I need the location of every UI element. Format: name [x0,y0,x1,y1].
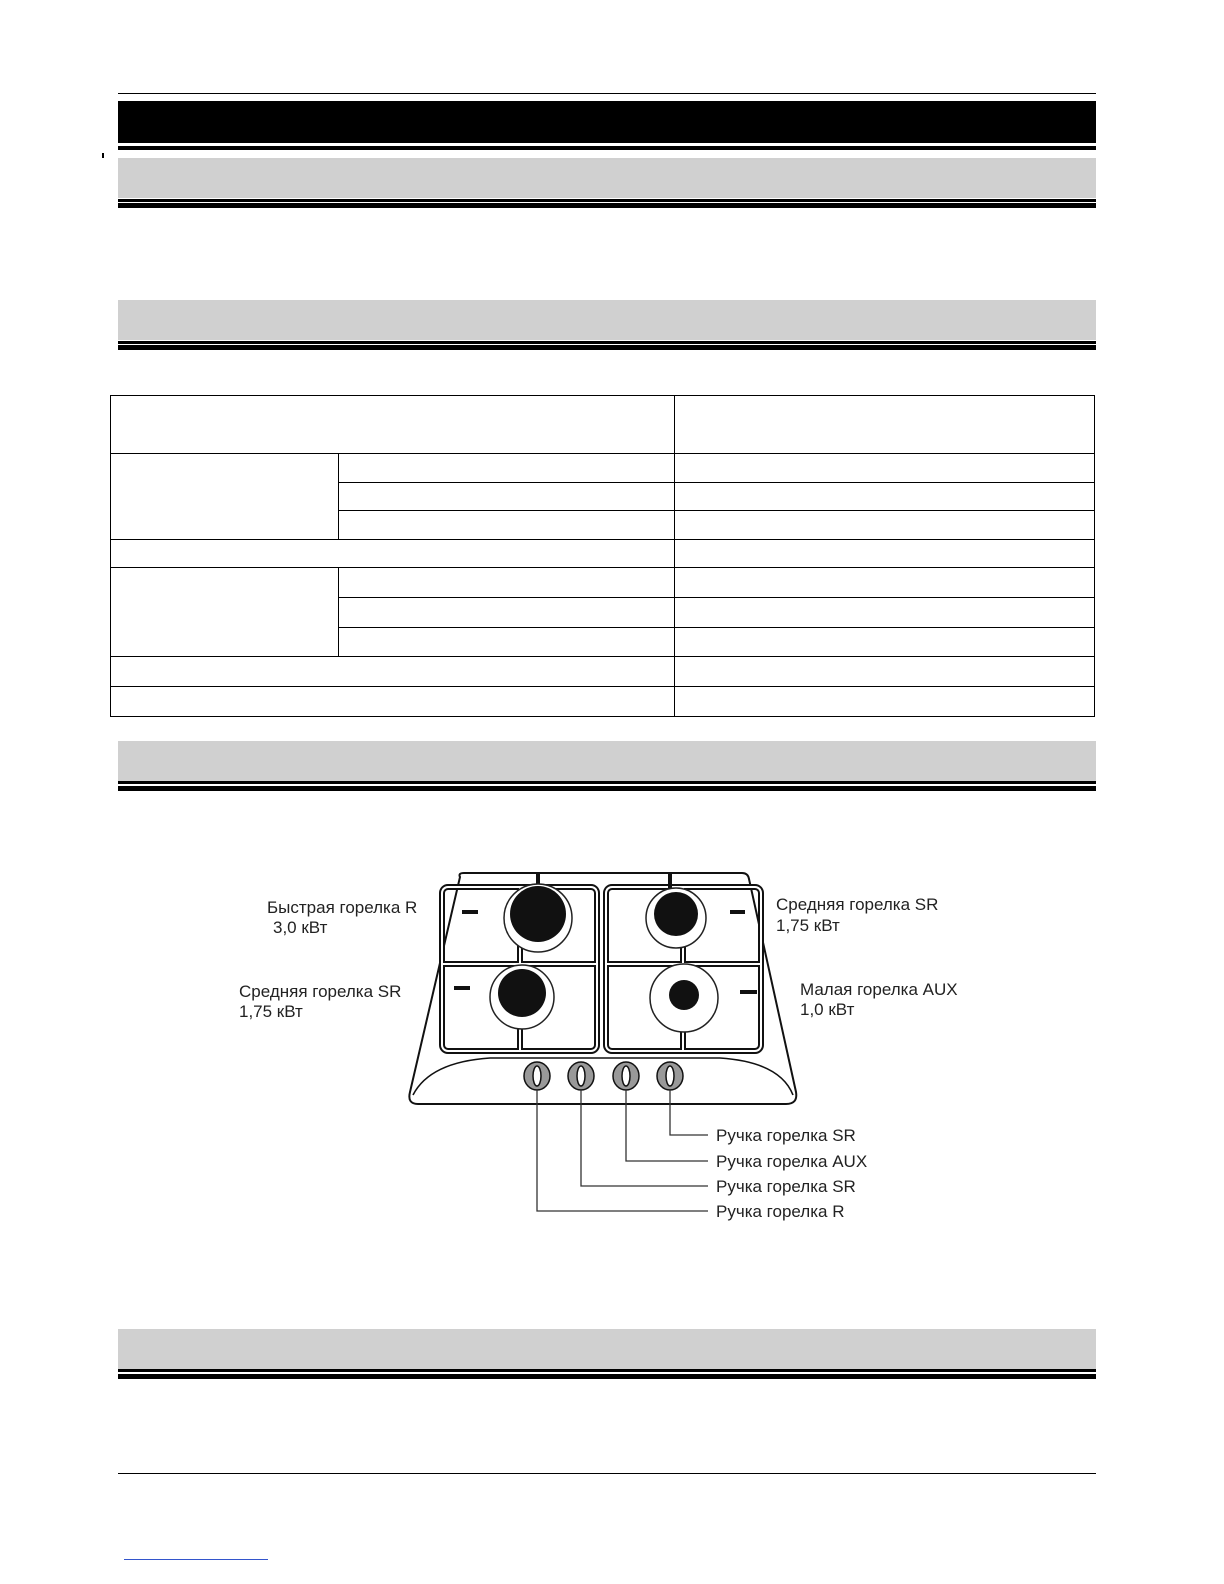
label-semi-top-name: Средняя горелка SR [776,895,939,914]
footer-link-underline[interactable] [124,1559,268,1560]
table-cell [111,687,675,717]
section-3-line-thick [118,786,1096,791]
label-aux-name: Малая горелка AUX [800,980,958,999]
footer-rule [118,1473,1096,1474]
title-underline [118,146,1096,150]
label-knob-aux: Ручка горелка AUX [716,1152,868,1171]
header-rule [118,93,1096,94]
table-row [111,568,1095,598]
table-cell [675,687,1095,717]
knob-r [524,1062,550,1090]
table-cell [339,483,675,511]
section-2-line-thin [118,341,1096,344]
table-cell [675,540,1095,568]
burner-rapid [504,884,572,952]
table-cell [339,511,675,540]
table-row [111,687,1095,717]
label-knob-sr-2: Ручка горелка SR [716,1177,856,1196]
section-2-line-thick [118,345,1096,350]
burner-semi-rapid-right [646,888,706,948]
knob-sr-right [657,1062,683,1090]
table-cell [675,483,1095,511]
table-cell [111,454,339,540]
label-aux-power: 1,0 кВт [800,1000,855,1019]
section-header-4 [118,1329,1096,1369]
table-row [111,540,1095,568]
section-3-line-thin [118,781,1096,784]
knob-sr-left [568,1062,594,1090]
page-title-bar [118,101,1096,143]
table-cell [339,454,675,483]
section-header-2 [118,300,1096,340]
label-knob-r: Ручка горелка R [716,1202,845,1221]
section-header-1 [118,158,1096,198]
label-semi-left-power: 1,75 кВт [239,1002,303,1021]
burner-semi-rapid-left [490,965,554,1029]
table-cell [339,628,675,657]
table-row [111,396,1095,454]
label-semi-top-power: 1,75 кВт [776,916,840,935]
specifications-table [110,395,1095,717]
burner-auxiliary [650,964,718,1032]
knob-aux [613,1062,639,1090]
table-cell [111,657,675,687]
section-4-line-thick [118,1374,1096,1379]
leader-lines [537,1090,708,1211]
hob-diagram [230,860,990,1240]
table-cell [675,454,1095,483]
section-4-line-thin [118,1369,1096,1372]
label-semi-left-name: Средняя горелка SR [239,982,402,1001]
table-cell [339,598,675,628]
label-rapid-name: Быстрая горелка R [267,898,418,917]
table-cell [111,568,339,657]
label-knob-sr-1: Ручка горелка SR [716,1126,856,1145]
section-1-line-thin [118,199,1096,202]
label-rapid-power: 3,0 кВт [273,918,328,937]
table-cell [675,511,1095,540]
table-cell [675,396,1095,454]
table-cell [111,540,675,568]
table-cell [111,396,675,454]
table-cell [675,598,1095,628]
section-1-line-thick [118,203,1096,208]
table-cell [675,628,1095,657]
table-cell [675,568,1095,598]
table-row [111,657,1095,687]
section-header-3 [118,741,1096,781]
table-cell [339,568,675,598]
table-cell [675,657,1095,687]
margin-mark [102,153,104,158]
table-row [111,454,1095,483]
